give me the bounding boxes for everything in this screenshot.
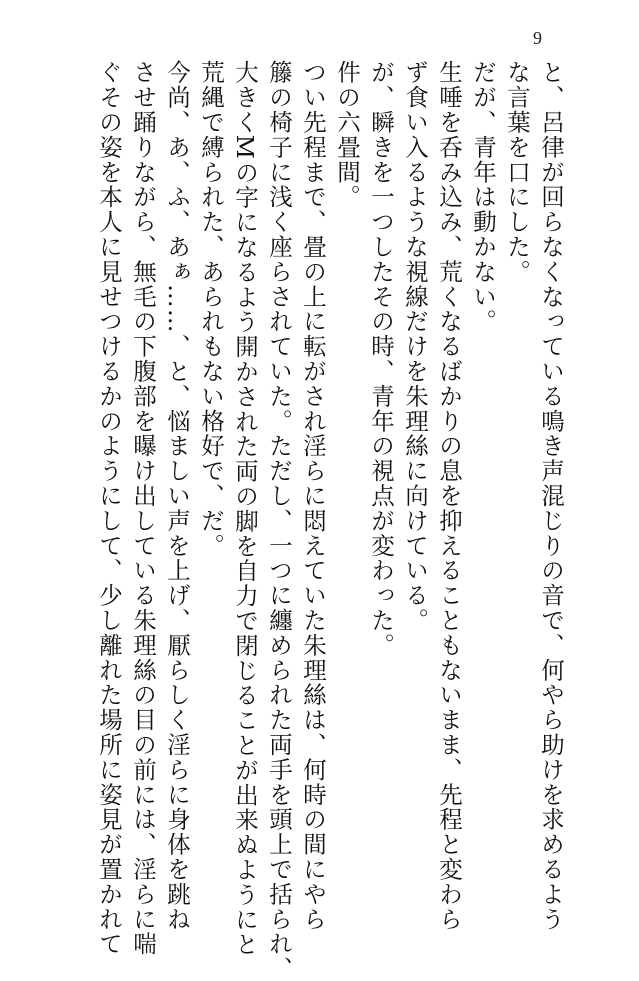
novel-text-block xyxy=(90,60,568,981)
text-line: だが、青年は動かない。 xyxy=(469,60,497,334)
text-line: が、瞬きを一つしたその時、青年の視点が変わった。 xyxy=(367,60,395,658)
text-line: 籐の椅子に浅く座らされていた。ただし、一つに纏められた両手を頭上で括られ、 xyxy=(265,60,293,981)
text-line: させ踊りながら、無毛の下腹部を曝け出している朱理絲の目の前には、淫らに喘 xyxy=(129,60,157,957)
text-line: な言葉を口にした。 xyxy=(503,60,531,285)
text-line: と、呂律が回らなくなっている鳴き声混じりの音で、何やら助けを求めるよう xyxy=(537,60,565,932)
text-line: 荒縄で縛られた、あられもない格好で、だ。 xyxy=(197,60,225,558)
text-line: 今尚、あ、ふ、あぁ……、と、悩ましい声を上げ、厭らしく淫らに身体を跳ね xyxy=(163,60,191,932)
text-line: つい先程まで、畳の上に転がされ淫らに悶えていた朱理絲は、何時の間にやら xyxy=(299,60,327,932)
page-number: 9 xyxy=(533,28,542,48)
text-line: 大きくMの字になるよう開かされた両の脚を自力で閉じることが出来ぬようにと xyxy=(231,60,259,957)
text-line: ぐその姿を本人に見せつけるかのようにして、少し離れた場所に姿見が置かれて xyxy=(95,60,123,957)
text-line: ず食い入るような視線だけを朱理絲に向けている。 xyxy=(401,60,429,633)
text-line: 件の六畳間。 xyxy=(333,60,361,210)
text-line: 生唾を呑み込み、荒くなるばかりの息を抑えることもないまま、先程と変わら xyxy=(435,60,463,932)
